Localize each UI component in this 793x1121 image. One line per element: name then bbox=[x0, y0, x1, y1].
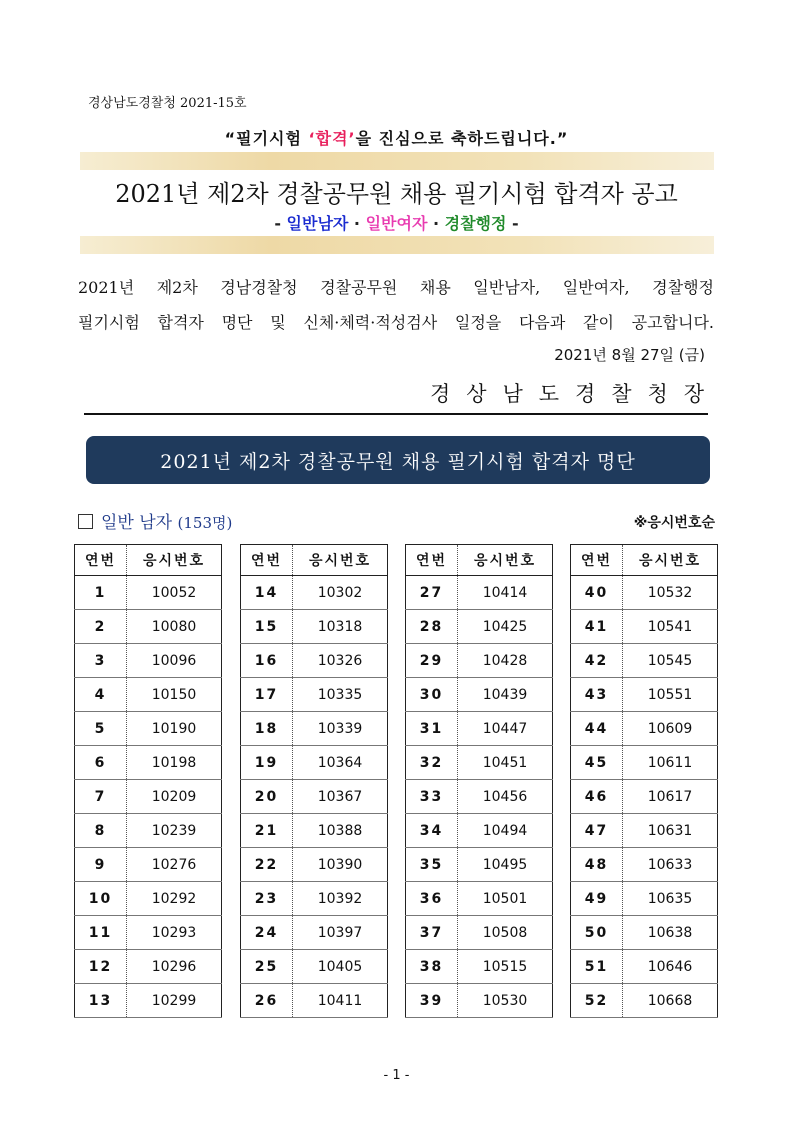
table-row bbox=[75, 916, 222, 950]
serial-number-cell: 43 bbox=[571, 678, 623, 712]
table-row bbox=[241, 712, 388, 746]
table-row bbox=[406, 780, 553, 814]
serial-number-cell: 15 bbox=[241, 610, 293, 644]
serial-number-cell: 21 bbox=[241, 814, 293, 848]
table-row bbox=[75, 644, 222, 678]
subtitle-separator-2: · bbox=[427, 214, 445, 233]
serial-number-cell: 28 bbox=[406, 610, 458, 644]
exam-number-cell: 10411 bbox=[293, 984, 388, 1018]
serial-number-cell: 36 bbox=[406, 882, 458, 916]
notice-date: 2021년 8월 27일 (금) bbox=[554, 346, 705, 364]
exam-number-cell: 10367 bbox=[293, 780, 388, 814]
serial-number-cell: 17 bbox=[241, 678, 293, 712]
serial-number-cell: 39 bbox=[406, 984, 458, 1018]
exam-number-cell: 10501 bbox=[458, 882, 553, 916]
serial-number-cell: 31 bbox=[406, 712, 458, 746]
exam-number-cell: 10515 bbox=[458, 950, 553, 984]
table-row bbox=[75, 712, 222, 746]
exam-number-cell: 10302 bbox=[293, 576, 388, 610]
exam-number-cell: 10631 bbox=[623, 814, 718, 848]
exam-number-cell: 10388 bbox=[293, 814, 388, 848]
exam-number-cell: 10635 bbox=[623, 882, 718, 916]
exam-number-cell: 10451 bbox=[458, 746, 553, 780]
table-row bbox=[75, 780, 222, 814]
document-number: 경상남도경찰청 2021-15호 bbox=[88, 96, 247, 111]
serial-number-cell: 25 bbox=[241, 950, 293, 984]
serial-number-cell: 20 bbox=[241, 780, 293, 814]
table-row bbox=[241, 814, 388, 848]
decorative-band-top bbox=[80, 152, 714, 170]
table-row bbox=[571, 780, 718, 814]
table-row bbox=[406, 678, 553, 712]
serial-number-cell: 24 bbox=[241, 916, 293, 950]
category-police-admin: 경찰행정 bbox=[444, 214, 507, 233]
exam-number-cell: 10080 bbox=[127, 610, 222, 644]
exam-number-cell: 10239 bbox=[127, 814, 222, 848]
checkbox-square-icon bbox=[78, 514, 93, 529]
subtitle-dash-right: - bbox=[506, 214, 519, 233]
table-row bbox=[75, 984, 222, 1018]
exam-number-cell: 10096 bbox=[127, 644, 222, 678]
serial-number-cell: 30 bbox=[406, 678, 458, 712]
serial-number-cell: 52 bbox=[571, 984, 623, 1018]
serial-number-cell: 45 bbox=[571, 746, 623, 780]
exam-number-cell: 10276 bbox=[127, 848, 222, 882]
exam-number-cell: 10530 bbox=[458, 984, 553, 1018]
table-row bbox=[571, 678, 718, 712]
table-row bbox=[241, 984, 388, 1018]
header-exam-number: 응시번호 bbox=[293, 545, 388, 576]
table-row bbox=[571, 644, 718, 678]
exam-number-cell: 10293 bbox=[127, 916, 222, 950]
table-row bbox=[241, 916, 388, 950]
serial-number-cell: 38 bbox=[406, 950, 458, 984]
decorative-band-bottom bbox=[80, 236, 714, 254]
exam-number-cell: 10292 bbox=[127, 882, 222, 916]
slogan-pre: “필기시험 bbox=[224, 129, 309, 148]
table-row bbox=[241, 848, 388, 882]
exam-number-cell: 10646 bbox=[623, 950, 718, 984]
table-header-row bbox=[571, 545, 718, 576]
notice-line-1: 2021년 제2차 경남경찰청 경찰공무원 채용 일반남자, 일반여자, 경찰행정 bbox=[78, 278, 714, 297]
exam-number-cell: 10447 bbox=[458, 712, 553, 746]
table-row bbox=[406, 814, 553, 848]
table-row bbox=[241, 644, 388, 678]
list-banner bbox=[86, 436, 710, 484]
serial-number-cell: 4 bbox=[75, 678, 127, 712]
exam-number-cell: 10551 bbox=[623, 678, 718, 712]
header-serial: 연번 bbox=[241, 545, 293, 576]
serial-number-cell: 14 bbox=[241, 576, 293, 610]
table-row bbox=[241, 882, 388, 916]
divider-rule bbox=[84, 413, 708, 415]
table-header-row bbox=[241, 545, 388, 576]
serial-number-cell: 2 bbox=[75, 610, 127, 644]
serial-number-cell: 9 bbox=[75, 848, 127, 882]
serial-number-cell: 27 bbox=[406, 576, 458, 610]
table-row bbox=[406, 712, 553, 746]
exam-number-cell: 10335 bbox=[293, 678, 388, 712]
table-row bbox=[571, 610, 718, 644]
candidate-table-2 bbox=[240, 544, 388, 1018]
header-serial: 연번 bbox=[75, 545, 127, 576]
subtitle-separator-1: · bbox=[348, 214, 366, 233]
exam-number-cell: 10668 bbox=[623, 984, 718, 1018]
serial-number-cell: 22 bbox=[241, 848, 293, 882]
exam-number-cell: 10318 bbox=[293, 610, 388, 644]
section-heading bbox=[78, 508, 232, 533]
table-row bbox=[406, 882, 553, 916]
list-banner-title: 2021년 제2차 경찰공무원 채용 필기시험 합격자 명단 bbox=[160, 450, 636, 473]
exam-number-cell: 10150 bbox=[127, 678, 222, 712]
serial-number-cell: 10 bbox=[75, 882, 127, 916]
exam-number-cell: 10428 bbox=[458, 644, 553, 678]
exam-number-cell: 10390 bbox=[293, 848, 388, 882]
section-name: 일반 남자 bbox=[101, 513, 173, 533]
table-row bbox=[241, 610, 388, 644]
exam-number-cell: 10532 bbox=[623, 576, 718, 610]
exam-number-cell: 10425 bbox=[458, 610, 553, 644]
slogan-highlight: ‘합격’ bbox=[308, 129, 356, 148]
serial-number-cell: 42 bbox=[571, 644, 623, 678]
table-row bbox=[241, 576, 388, 610]
serial-number-cell: 7 bbox=[75, 780, 127, 814]
serial-number-cell: 47 bbox=[571, 814, 623, 848]
serial-number-cell: 3 bbox=[75, 644, 127, 678]
exam-number-cell: 10545 bbox=[623, 644, 718, 678]
header-exam-number: 응시번호 bbox=[623, 545, 718, 576]
table-row bbox=[571, 950, 718, 984]
table-header-row bbox=[406, 545, 553, 576]
serial-number-cell: 37 bbox=[406, 916, 458, 950]
header-exam-number: 응시번호 bbox=[458, 545, 553, 576]
page-title: 2021년 제2차 경찰공무원 채용 필기시험 합격자 공고 bbox=[115, 180, 678, 208]
serial-number-cell: 6 bbox=[75, 746, 127, 780]
serial-number-cell: 51 bbox=[571, 950, 623, 984]
exam-number-cell: 10190 bbox=[127, 712, 222, 746]
table-row bbox=[406, 848, 553, 882]
serial-number-cell: 12 bbox=[75, 950, 127, 984]
serial-number-cell: 50 bbox=[571, 916, 623, 950]
serial-number-cell: 19 bbox=[241, 746, 293, 780]
table-row bbox=[75, 610, 222, 644]
table-row bbox=[75, 678, 222, 712]
exam-number-cell: 10638 bbox=[623, 916, 718, 950]
table-row bbox=[241, 746, 388, 780]
order-note: ※응시번호순 bbox=[633, 515, 715, 531]
serial-number-cell: 48 bbox=[571, 848, 623, 882]
exam-number-cell: 10611 bbox=[623, 746, 718, 780]
exam-number-cell: 10392 bbox=[293, 882, 388, 916]
table-row bbox=[241, 780, 388, 814]
table-row bbox=[75, 814, 222, 848]
section-count: (153명) bbox=[177, 514, 233, 532]
subtitle-dash-left: - bbox=[274, 214, 287, 233]
serial-number-cell: 32 bbox=[406, 746, 458, 780]
table-row bbox=[571, 848, 718, 882]
exam-number-cell: 10439 bbox=[458, 678, 553, 712]
table-row bbox=[75, 848, 222, 882]
exam-number-cell: 10198 bbox=[127, 746, 222, 780]
serial-number-cell: 40 bbox=[571, 576, 623, 610]
table-row bbox=[75, 746, 222, 780]
exam-number-cell: 10299 bbox=[127, 984, 222, 1018]
exam-number-cell: 10339 bbox=[293, 712, 388, 746]
header-serial: 연번 bbox=[406, 545, 458, 576]
exam-number-cell: 10541 bbox=[623, 610, 718, 644]
exam-number-cell: 10209 bbox=[127, 780, 222, 814]
serial-number-cell: 1 bbox=[75, 576, 127, 610]
table-header-row bbox=[75, 545, 222, 576]
table-row bbox=[406, 984, 553, 1018]
exam-number-cell: 10052 bbox=[127, 576, 222, 610]
table-row bbox=[75, 950, 222, 984]
serial-number-cell: 44 bbox=[571, 712, 623, 746]
exam-number-cell: 10405 bbox=[293, 950, 388, 984]
serial-number-cell: 5 bbox=[75, 712, 127, 746]
exam-number-cell: 10397 bbox=[293, 916, 388, 950]
category-general-female: 일반여자 bbox=[365, 214, 428, 233]
candidate-table-4 bbox=[570, 544, 718, 1018]
category-general-male: 일반남자 bbox=[286, 214, 349, 233]
header-exam-number: 응시번호 bbox=[127, 545, 222, 576]
table-row bbox=[75, 576, 222, 610]
table-row bbox=[571, 814, 718, 848]
exam-number-cell: 10508 bbox=[458, 916, 553, 950]
serial-number-cell: 23 bbox=[241, 882, 293, 916]
table-row bbox=[241, 950, 388, 984]
candidate-table-3 bbox=[405, 544, 553, 1018]
serial-number-cell: 46 bbox=[571, 780, 623, 814]
exam-number-cell: 10495 bbox=[458, 848, 553, 882]
table-row bbox=[571, 746, 718, 780]
table-row bbox=[75, 882, 222, 916]
table-row bbox=[406, 746, 553, 780]
table-row bbox=[571, 984, 718, 1018]
serial-number-cell: 13 bbox=[75, 984, 127, 1018]
exam-number-cell: 10494 bbox=[458, 814, 553, 848]
serial-number-cell: 8 bbox=[75, 814, 127, 848]
serial-number-cell: 34 bbox=[406, 814, 458, 848]
serial-number-cell: 29 bbox=[406, 644, 458, 678]
serial-number-cell: 16 bbox=[241, 644, 293, 678]
table-row bbox=[406, 644, 553, 678]
serial-number-cell: 49 bbox=[571, 882, 623, 916]
exam-number-cell: 10456 bbox=[458, 780, 553, 814]
table-row bbox=[571, 712, 718, 746]
serial-number-cell: 26 bbox=[241, 984, 293, 1018]
table-row bbox=[571, 916, 718, 950]
table-row bbox=[241, 678, 388, 712]
category-subtitle bbox=[0, 211, 793, 234]
header-serial: 연번 bbox=[571, 545, 623, 576]
serial-number-cell: 18 bbox=[241, 712, 293, 746]
serial-number-cell: 33 bbox=[406, 780, 458, 814]
issuer-name: 경 상 남 도 경 찰 청 장 bbox=[430, 382, 706, 406]
exam-number-cell: 10296 bbox=[127, 950, 222, 984]
table-row bbox=[571, 882, 718, 916]
serial-number-cell: 35 bbox=[406, 848, 458, 882]
table-row bbox=[406, 576, 553, 610]
table-row bbox=[571, 576, 718, 610]
notice-line-2: 필기시험 합격자 명단 및 신체·체력·적성검사 일정을 다음과 같이 공고합니다. bbox=[78, 313, 714, 332]
serial-number-cell: 41 bbox=[571, 610, 623, 644]
page-number: - 1 - bbox=[383, 1068, 410, 1083]
exam-number-cell: 10633 bbox=[623, 848, 718, 882]
exam-number-cell: 10609 bbox=[623, 712, 718, 746]
table-row bbox=[406, 916, 553, 950]
serial-number-cell: 11 bbox=[75, 916, 127, 950]
table-row bbox=[406, 610, 553, 644]
exam-number-cell: 10414 bbox=[458, 576, 553, 610]
slogan-post: 을 진심으로 축하드립니다.” bbox=[355, 129, 569, 148]
congrats-slogan bbox=[0, 126, 793, 149]
exam-number-cell: 10326 bbox=[293, 644, 388, 678]
table-row bbox=[406, 950, 553, 984]
exam-number-cell: 10364 bbox=[293, 746, 388, 780]
candidate-table-1 bbox=[74, 544, 222, 1018]
exam-number-cell: 10617 bbox=[623, 780, 718, 814]
